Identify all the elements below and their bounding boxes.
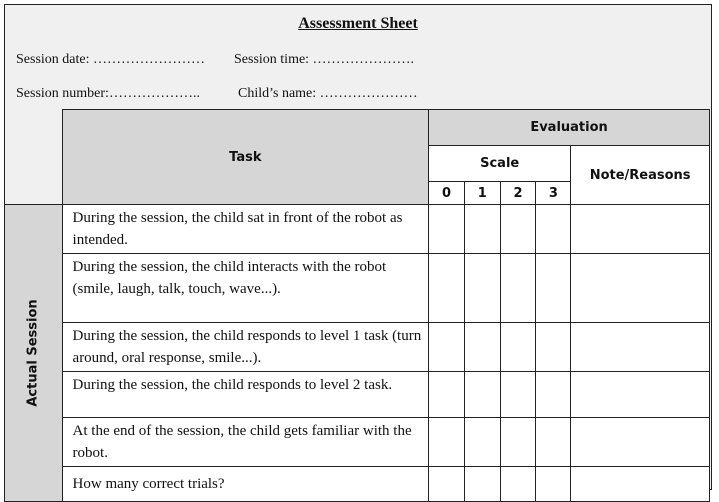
score-cell[interactable] (536, 323, 571, 372)
score-cell[interactable] (429, 254, 465, 323)
note-cell[interactable] (571, 467, 710, 502)
score-cell[interactable] (429, 467, 465, 502)
task-row-3: During the session, the child responds to level 1 task (turn around, oral response, smile...). (62, 323, 429, 372)
scale-value-1: 1 (464, 182, 500, 205)
sheet-title: Assessment Sheet (298, 15, 418, 32)
score-cell[interactable] (500, 205, 536, 254)
note-cell[interactable] (571, 372, 710, 418)
child-name-field: Child’s name: ………………… (238, 86, 418, 101)
score-cell[interactable] (500, 418, 536, 467)
task-row-1: During the session, the child sat in front of the robot as intended. (62, 205, 429, 254)
actual-session-side-cell (5, 205, 63, 502)
score-cell[interactable] (429, 372, 465, 418)
score-cell[interactable] (429, 205, 465, 254)
score-cell[interactable] (536, 418, 571, 467)
score-cell[interactable] (536, 254, 571, 323)
score-cell[interactable] (464, 323, 500, 372)
evaluation-header: Evaluation (429, 110, 710, 146)
score-cell[interactable] (536, 467, 571, 502)
scale-header: Scale (429, 146, 571, 182)
session-date-field: Session date: …………………… (16, 52, 205, 67)
actual-session-label: Actual Session (25, 299, 41, 407)
score-cell[interactable] (500, 467, 536, 502)
score-cell[interactable] (429, 323, 465, 372)
session-time-field: Session time: …………………. (234, 52, 415, 67)
note-cell[interactable] (571, 254, 710, 323)
scale-value-2: 2 (500, 182, 536, 205)
assessment-sheet (4, 4, 712, 490)
task-row-4: During the session, the child responds to level 2 task. (62, 372, 429, 418)
task-header: Task (62, 110, 429, 205)
task-row-2: During the session, the child interacts with the robot (smile, laugh, talk, touch, wave...). (62, 254, 429, 323)
scale-value-0: 0 (429, 182, 465, 205)
note-cell[interactable] (571, 323, 710, 372)
score-cell[interactable] (536, 205, 571, 254)
note-cell[interactable] (571, 205, 710, 254)
task-row-5: At the end of the session, the child gets familiar with the robot. (62, 418, 429, 467)
score-cell[interactable] (429, 418, 465, 467)
score-cell[interactable] (500, 323, 536, 372)
note-cell[interactable] (571, 418, 710, 467)
score-cell[interactable] (464, 254, 500, 323)
task-row-6: How many correct trials? (62, 467, 429, 502)
score-cell[interactable] (500, 254, 536, 323)
blank-corner-cell (5, 110, 63, 205)
scale-value-3: 3 (536, 182, 571, 205)
session-number-field: Session number:……………….. (16, 86, 200, 101)
score-cell[interactable] (464, 372, 500, 418)
score-cell[interactable] (500, 372, 536, 418)
score-cell[interactable] (464, 205, 500, 254)
score-cell[interactable] (536, 372, 571, 418)
notes-header: Note/Reasons (571, 146, 710, 205)
assessment-table (4, 109, 710, 502)
score-cell[interactable] (464, 467, 500, 502)
score-cell[interactable] (464, 418, 500, 467)
